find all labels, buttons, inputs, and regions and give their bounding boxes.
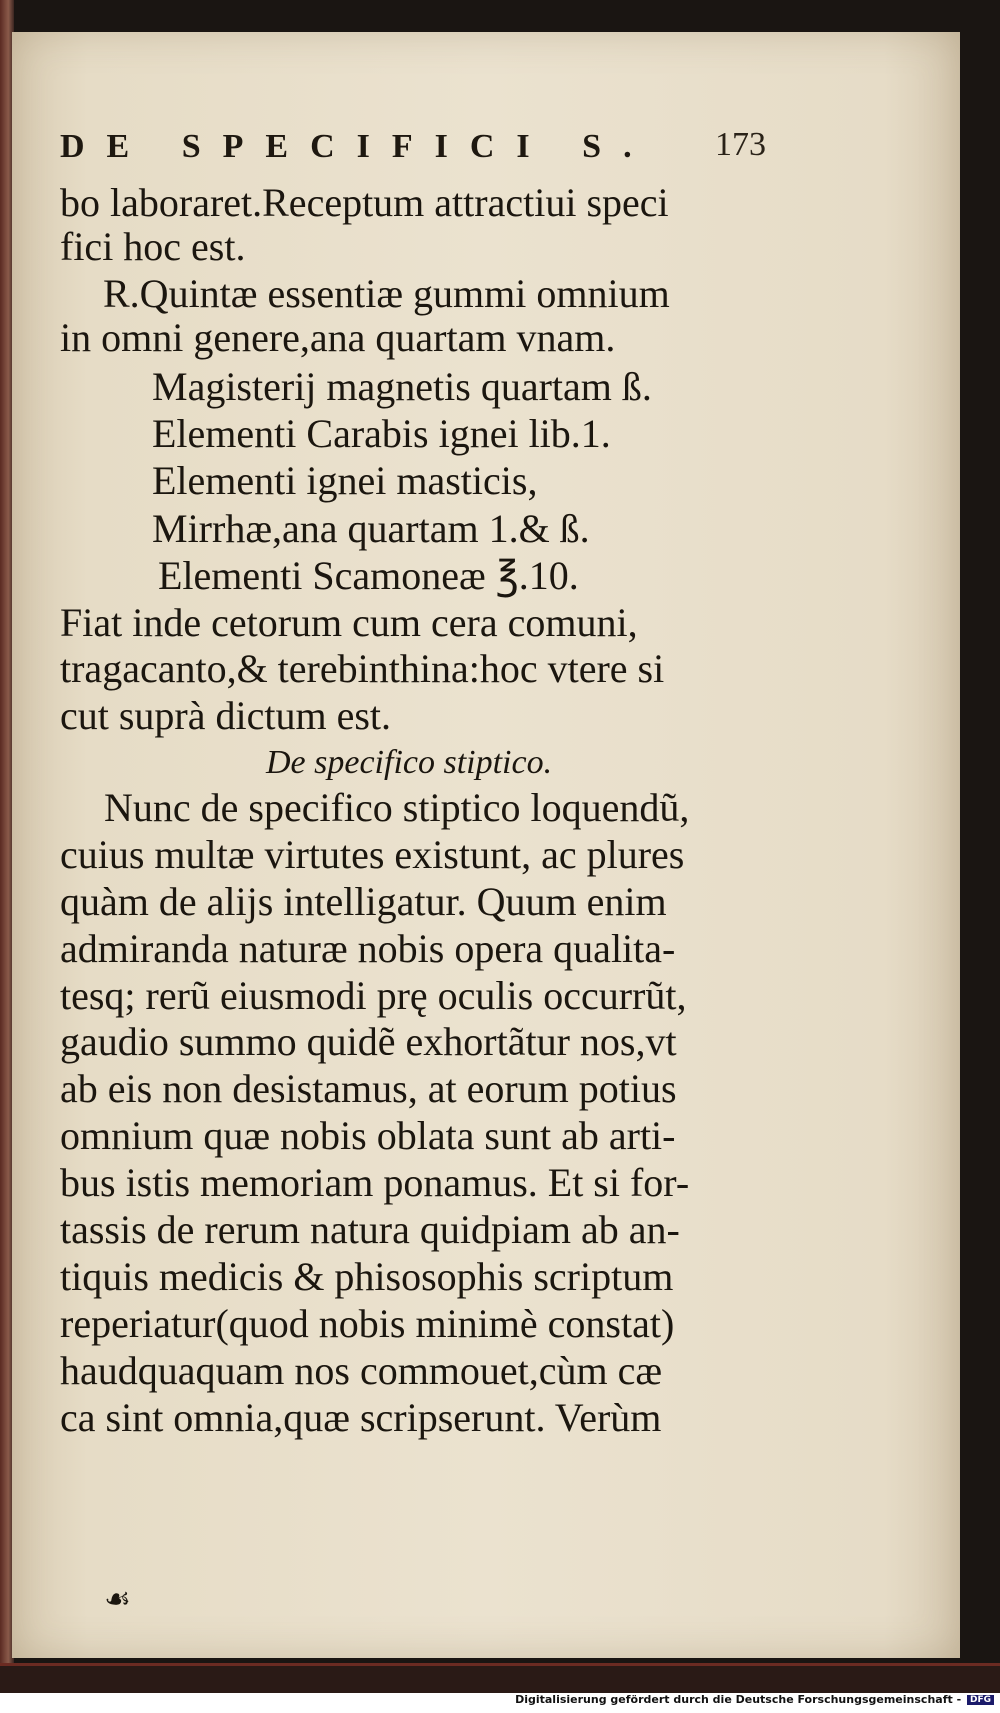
- text-line: quàm de alijs intelligatur. Quum enim: [60, 879, 667, 924]
- text-line: Elementi ignei masticis,: [152, 458, 538, 503]
- text-line: fici hoc est.: [60, 224, 246, 269]
- text-line: tesq; rerũ eiusmodi prę oculis occurrũt,: [60, 973, 687, 1018]
- text-line: Elementi Scamoneæ ℥.10.: [158, 553, 579, 598]
- text-line: tragacanto,& terebinthina:hoc vtere si: [60, 646, 665, 691]
- text-line: Mirrhæ,ana quartam 1.& ß.: [152, 506, 590, 551]
- text-line: Nunc de specifico stiptico loquendũ,: [104, 785, 690, 830]
- text-line: tiquis medicis & phisosophis scriptum: [60, 1254, 674, 1299]
- text-line: gaudio summo quidẽ exhortãtur nos,vt: [60, 1019, 677, 1064]
- text-line: R.Quintæ essentiæ gummi omnium: [103, 271, 670, 316]
- section-heading: De specifico stiptico.: [266, 744, 553, 781]
- text-line: Magisterij magnetis quartam ß.: [152, 364, 652, 409]
- credit-text: Digitalisierung gefördert durch die Deutsche Forschungsgemeinschaft -: [515, 1693, 962, 1706]
- running-head-title: DE SPECIFICI S.: [60, 128, 654, 165]
- digitization-credit: [515, 1693, 994, 1706]
- text-line: bo laboraret.Receptum attractiui speci: [60, 180, 669, 225]
- text-line: in omni genere,ana quartam vnam.: [60, 315, 616, 360]
- text-line: cuius multæ virtutes existunt, ac plures: [60, 832, 685, 877]
- text-line: admiranda naturæ nobis opera qualita-: [60, 926, 676, 971]
- printer-ornament-icon: ☙: [104, 1583, 131, 1616]
- text-line: cut suprà dictum est.: [60, 693, 392, 738]
- dfg-logo: DFG: [967, 1695, 994, 1705]
- text-line: bus istis memoriam ponamus. Et si for-: [60, 1160, 690, 1205]
- text-line: haudquaquam nos commouet,cùm cæ: [60, 1348, 663, 1393]
- text-line: ca sint omnia,quæ scripserunt. Verùm: [60, 1395, 662, 1440]
- text-line: tassis de rerum natura quidpiam ab an-: [60, 1207, 680, 1252]
- text-line: ab eis non desistamus, at eorum potius: [60, 1066, 677, 1111]
- page-number: 173: [715, 126, 766, 163]
- bottom-strip: [0, 1663, 1000, 1693]
- text-line: reperiatur(quod nobis minimè constat): [60, 1301, 675, 1346]
- text-line: Elementi Carabis ignei lib.1.: [152, 411, 611, 456]
- text-line: omnium quæ nobis oblata sunt ab arti-: [60, 1113, 676, 1158]
- text-line: Fiat inde cetorum cum cera comuni,: [60, 600, 638, 645]
